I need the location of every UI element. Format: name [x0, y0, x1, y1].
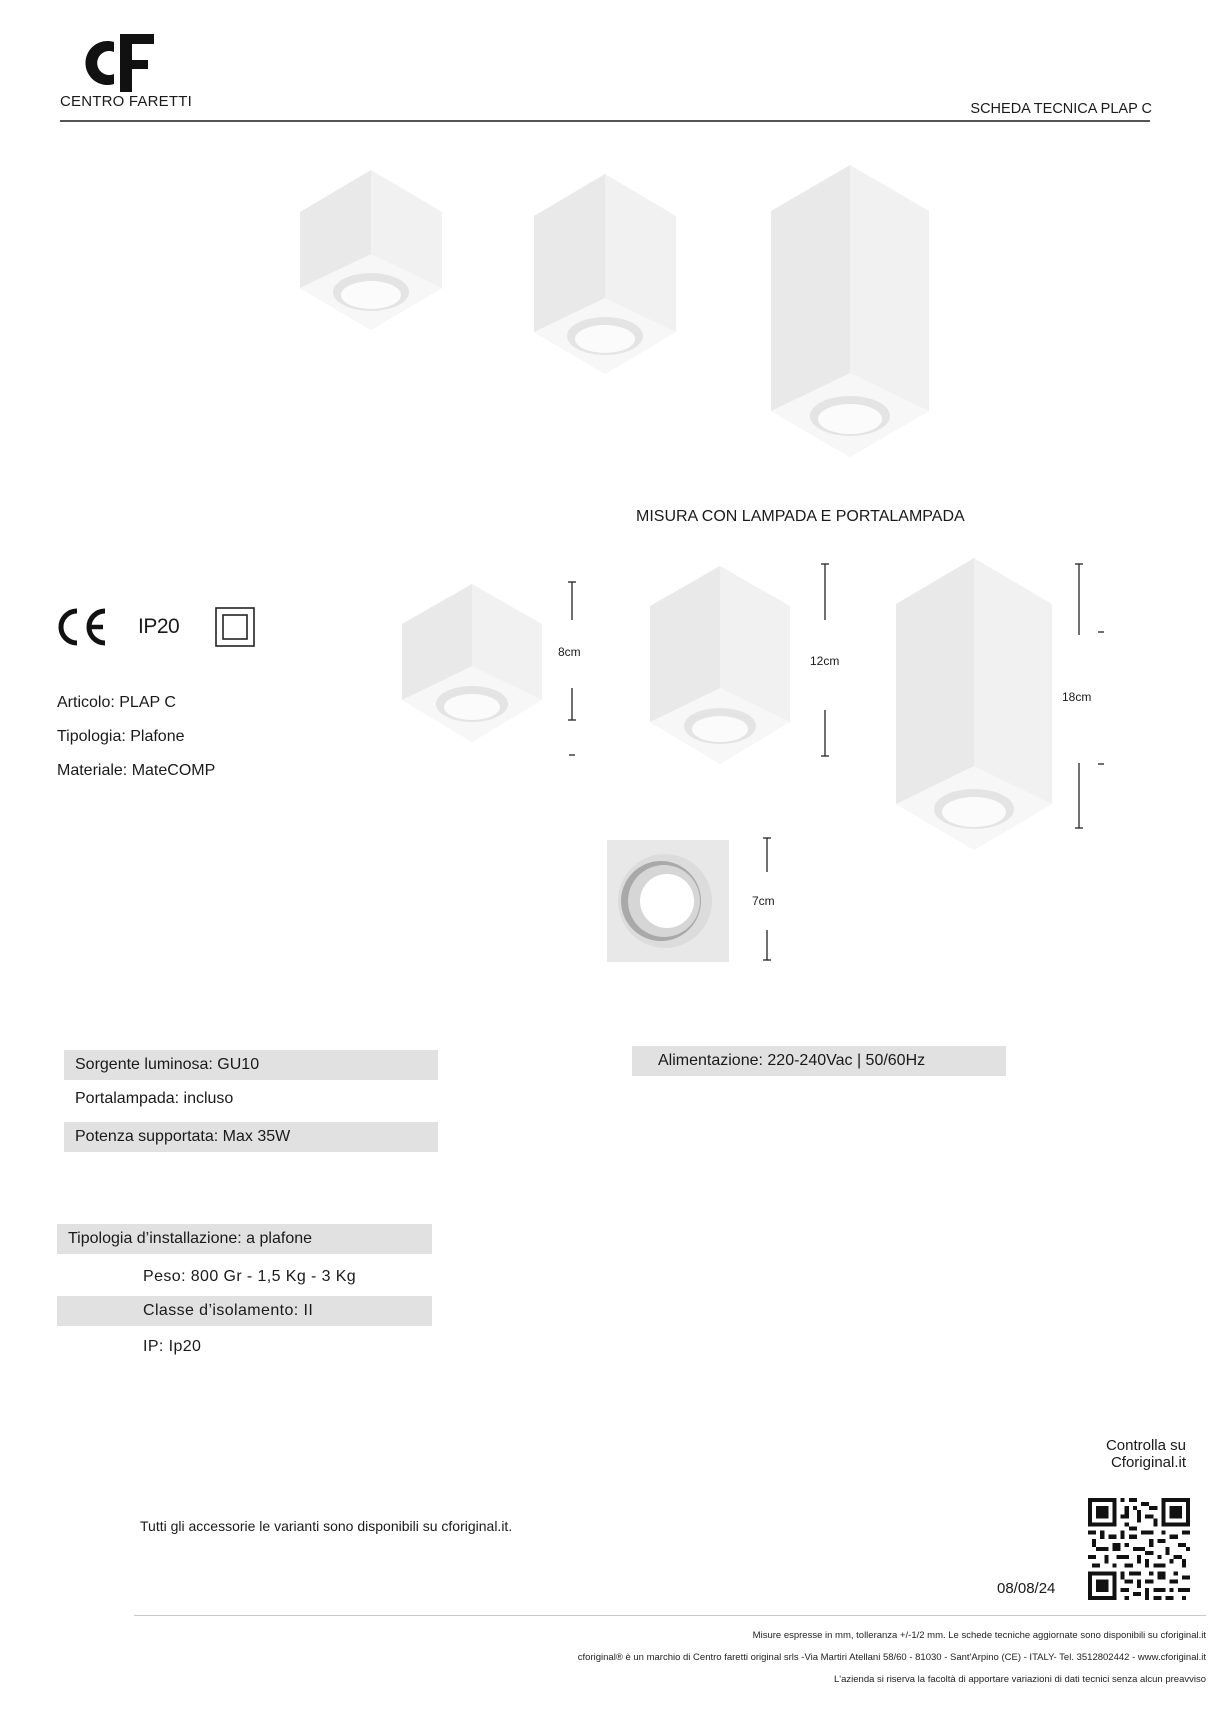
qr-code[interactable] [1088, 1498, 1190, 1600]
dimension-render-small [402, 584, 542, 750]
ce-mark-icon [57, 608, 109, 646]
product-render-large [771, 165, 929, 465]
height-label-18cm: 18cm [1062, 690, 1092, 704]
qr-caption-line2: Cforiginal.it [1110, 1454, 1186, 1471]
product-articolo: Articolo: PLAP C [57, 694, 176, 711]
footer-company-info: cforiginal® è un marchio di Centro faretti original srls -Via Martiri Atellani 58/60 - 81030 - Sant'Arpino (CE) - ITALY- Tel. 3512802442 - www.cforiginal.it [577, 1652, 1206, 1663]
double-square-icon [215, 607, 255, 647]
footer-disclaimer-2: L'azienda si riserva la facoltà di apportare variazioni di dati tecnici senza alcun preavviso [834, 1674, 1206, 1685]
brand-name: CENTRO FARETTI [60, 93, 192, 110]
header-divider [60, 120, 1150, 122]
spec-peso: Peso: 800 Gr - 1,5 Kg - 3 Kg [143, 1268, 357, 1285]
spec-sorgente [64, 1050, 438, 1080]
document-date: 08/08/24 [997, 1580, 1056, 1597]
spec-potenza [64, 1122, 438, 1152]
spec-isolamento [57, 1296, 432, 1326]
product-tipologia: Tipologia: Plafone [57, 728, 185, 745]
spec-installazione [57, 1224, 432, 1254]
spec-alimentazione-text: Alimentazione: 220-240Vac | 50/60Hz [658, 1052, 926, 1069]
brand-logo [80, 34, 156, 92]
spec-alimentazione [632, 1046, 1006, 1076]
dimension-render-medium [650, 566, 790, 772]
spec-installazione-text: Tipologia d’installazione: a plafone [68, 1230, 313, 1247]
spec-portalampada: Portalampada: incluso [75, 1090, 234, 1107]
ip-rating-mark: IP20 [138, 615, 180, 638]
bottom-view-render [607, 840, 729, 962]
width-label-7cm: 7cm [752, 894, 775, 908]
dimension-render-large [896, 558, 1052, 858]
accessories-note: Tutti gli accessorie le varianti sono disponibili su cforiginal.it. [140, 1518, 513, 1534]
height-label-8cm: 8cm [558, 645, 581, 659]
spec-potenza-text: Potenza supportata: Max 35W [75, 1128, 291, 1145]
qr-caption-line1: Controlla su [1105, 1437, 1186, 1454]
spec-ip: IP: Ip20 [143, 1338, 202, 1355]
footer-disclaimer-1: Misure espresse in mm, tolleranza +/-1/2 mm. Le schede tecniche aggiornate sono disponibili su cforiginal.it [752, 1630, 1206, 1641]
dimension-line-8cm [566, 580, 582, 760]
product-render-medium [534, 174, 676, 382]
footer-divider [134, 1615, 1206, 1616]
dimensions-caption: MISURA CON LAMPADA E PORTALAMPADA [636, 508, 965, 525]
spec-isolamento-text: Classe d’isolamento: II [143, 1302, 314, 1319]
product-render-small [300, 170, 442, 338]
document-title: SCHEDA TECNICA PLAP C [970, 101, 1152, 117]
product-materiale: Materiale: MateCOMP [57, 762, 216, 779]
spec-sorgente-text: Sorgente luminosa: GU10 [75, 1056, 260, 1073]
height-label-12cm: 12cm [810, 654, 840, 668]
